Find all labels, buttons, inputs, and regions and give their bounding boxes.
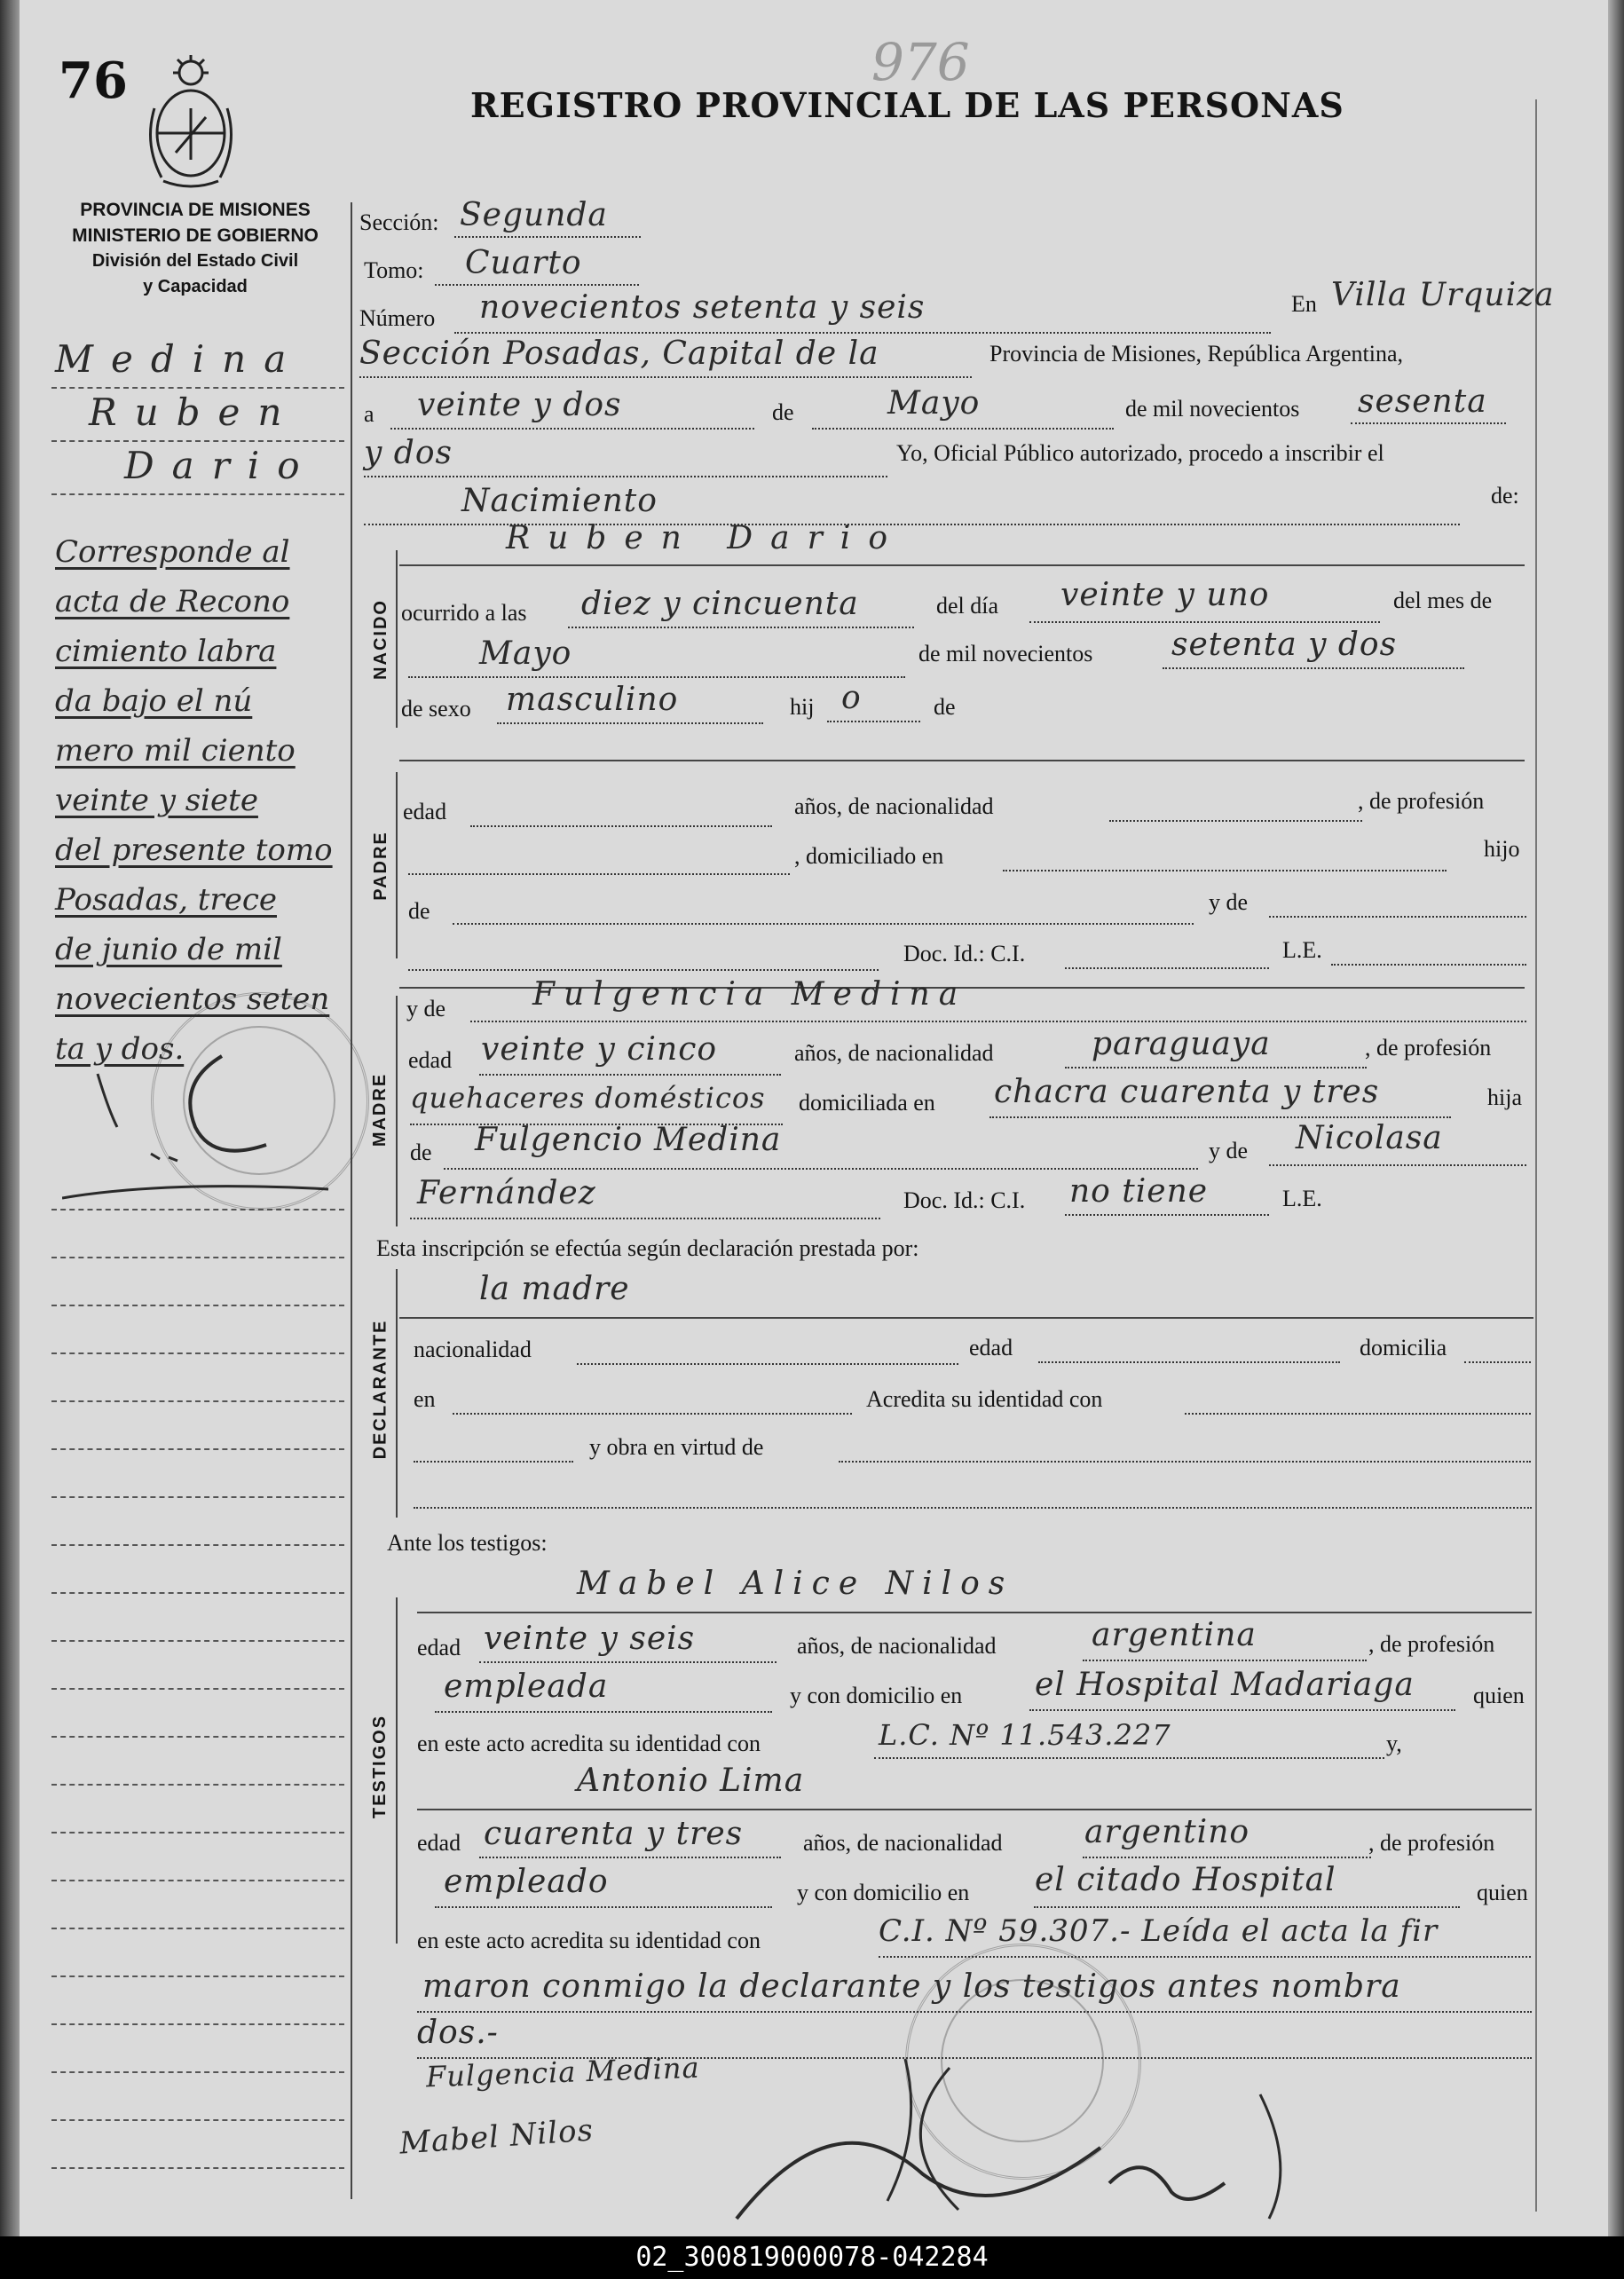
mes-value: Mayo (887, 385, 981, 422)
acto-value: Nacimiento (461, 483, 658, 519)
testigo1-domicilio-label: y con domicilio en (790, 1683, 963, 1708)
office-capacity: y Capacidad (143, 277, 248, 296)
margin-note-line: de junio de mil (55, 932, 282, 967)
testigo2-dom-value: el citado Hospital (1035, 1862, 1336, 1898)
padre-y-de-label: y de (1209, 889, 1249, 915)
madre-madre-value: Nicolasa (1296, 1120, 1443, 1156)
padre-hijo-label: hijo (1484, 836, 1520, 862)
padre-le-label: L.E. (1282, 937, 1322, 963)
hora-value: diez y cincuenta (581, 586, 859, 622)
testigo2-acredita-label: en este acto acredita su identidad con (417, 1928, 761, 1953)
hij-value: o (841, 680, 862, 716)
testigo1-value: Mabel Alice Nilos (577, 1565, 1014, 1602)
cierre-line-2: dos.- (417, 2015, 499, 2051)
de-mil-nac-label: de mil novecientos (918, 641, 1093, 666)
declarante-nac-label: nacionalidad (414, 1337, 532, 1362)
hij-label: hij (790, 694, 815, 720)
madre-domicilio-label: domiciliada en (799, 1090, 935, 1116)
side-label-declarante: DECLARANTE (370, 1319, 390, 1459)
margin-middle-name: Dario (124, 444, 318, 487)
margin-note-line: veinte y siete (55, 783, 258, 818)
madre-domicilio-value: chacra cuarenta y tres (994, 1074, 1380, 1110)
anio-value: sesenta (1358, 383, 1487, 420)
margin-note-line: del presente tomo (55, 832, 333, 868)
provincia-label: Provincia de Misiones, República Argentina, (989, 341, 1403, 367)
margin-surname: Medina (55, 337, 304, 381)
padre-anios-label: años, de nacionalidad (794, 793, 994, 819)
margin-note-line: novecientos seten (55, 982, 330, 1017)
declarante-en-text: en (414, 1386, 436, 1412)
sexo-label: de sexo (401, 696, 471, 722)
testigo1-anios-label: años, de nacionalidad (797, 1633, 997, 1659)
ocurrido-label: ocurrido a las (401, 600, 527, 626)
madre-madre-apellido-value: Fernández (417, 1175, 596, 1211)
dia-value: veinte y dos (417, 387, 622, 423)
madre-edad-value: veinte y cinco (481, 1031, 718, 1068)
folio-number: 76 (59, 51, 128, 110)
madre-doc-value: no tiene (1069, 1173, 1209, 1210)
testigo2-value: Antonio Lima (577, 1762, 805, 1799)
madre-profesion-value: quehaceres domésticos (410, 1081, 766, 1115)
testigo1-edad-label: edad (417, 1635, 461, 1660)
testigo2-domicilio-label: y con domicilio en (797, 1880, 970, 1905)
office-province: PROVINCIA DE MISIONES (80, 200, 311, 220)
scan-identifier: 02_300819000078-042284 (0, 2236, 1624, 2279)
en-label: En (1291, 291, 1317, 317)
office-ministry: MINISTERIO DE GOBIERNO (72, 225, 319, 246)
yo-label: Yo, Oficial Público autorizado, procedo a inscribir el (896, 440, 1384, 466)
declarante-domicilia-label: domicilia (1360, 1335, 1447, 1360)
testigo2-edad-label: edad (417, 1830, 461, 1856)
declarante-obra-label: y obra en virtud de (589, 1434, 764, 1460)
signature-mabel: Mabel Nilos (398, 2112, 595, 2162)
testigo1-doc-value: L.C. Nº 11.543.227 (879, 1718, 1171, 1752)
dia-nac-value: veinte y uno (1060, 577, 1270, 613)
margin-note-line: Posadas, trece (55, 882, 277, 918)
testigo1-y-label: y, (1386, 1731, 1402, 1756)
testigo2-prof-value: empleado (444, 1864, 609, 1900)
madre-padre-value: Fulgencio Medina (475, 1122, 782, 1158)
margin-note-line: mero mil ciento (55, 733, 296, 769)
padre-doc-label: Doc. Id.: C.I. (903, 941, 1026, 966)
numero-label: Número (359, 305, 436, 331)
madre-hija-label: hija (1487, 1084, 1522, 1110)
padre-edad-label: edad (403, 799, 447, 824)
lugar-value: Sección Posadas, Capital de la (359, 335, 879, 372)
declarante-edad-label: edad (969, 1335, 1013, 1360)
madre-doc-label: Doc. Id.: C.I. (903, 1187, 1026, 1213)
madre-nacionalidad-value: paraguaya (1092, 1026, 1271, 1062)
side-label-padre: PADRE (370, 830, 390, 901)
padre-de-label: de (408, 898, 430, 924)
margin-note-line: da bajo el nú (55, 683, 253, 719)
handwritten-record-number: 976 (871, 32, 970, 92)
madre-nombre-value: Fulgencia Medina (532, 976, 967, 1013)
testigo2-edad-value: cuarenta y tres (484, 1816, 744, 1852)
mes-nac-value: Mayo (479, 635, 572, 672)
madre-y-de2-label: y de (1209, 1138, 1249, 1163)
margin-first-name: Ruben (89, 390, 300, 434)
madre-anios-label: años, de nacionalidad (794, 1040, 994, 1066)
page-title: REGISTRO PROVINCIAL DE LAS PERSONAS (470, 85, 1344, 125)
testigo1-prof-value: empleada (444, 1668, 609, 1705)
tomo-value: Cuarto (465, 245, 582, 281)
testigo1-edad-value: veinte y seis (484, 1621, 696, 1657)
anio-cont-value: y dos (364, 435, 453, 471)
anio-nac-value: setenta y dos (1171, 627, 1398, 663)
testigo2-quien-label: quien (1477, 1880, 1528, 1905)
de-colon-label: de: (1491, 483, 1519, 509)
official-seal-inner (941, 1979, 1104, 2142)
side-label-nacido: NACIDO (370, 598, 390, 680)
signature-fulgencia: Fulgencia Medina (425, 2050, 701, 2094)
margin-note-line: cimiento labra (55, 634, 277, 669)
ante-testigos-label: Ante los testigos: (387, 1530, 548, 1556)
nacido-nombre-value: Ruben Dario (506, 520, 905, 556)
margin-signature-icon (62, 1047, 346, 1216)
declarante-acredita-label: Acredita su identidad con (866, 1386, 1103, 1412)
del-mes-label: del mes de (1393, 587, 1493, 613)
tomo-label: Tomo: (364, 257, 424, 283)
madre-y-de-label: y de (406, 996, 446, 1021)
cierre-line-1: maron conmigo la declarante y los testigos antes nombra (422, 1968, 1401, 2005)
madre-edad-label: edad (408, 1047, 453, 1073)
margin-note-line: Corresponde al (55, 534, 290, 570)
testigo1-nac-value: argentina (1092, 1617, 1257, 1653)
testigo2-nac-value: argentino (1084, 1814, 1250, 1850)
testigo1-dom-value: el Hospital Madariaga (1035, 1667, 1415, 1703)
en-value: Villa Urquiza (1331, 277, 1555, 313)
seccion-label: Sección: (359, 209, 439, 235)
office-block (53, 197, 337, 300)
testigo2-doc-value: C.I. Nº 59.307.- Leída el acta la fir (879, 1913, 1439, 1949)
testigo1-quien-label: quien (1473, 1683, 1525, 1708)
a-label: a (364, 401, 374, 427)
testigo2-profesion-label: , de profesión (1368, 1830, 1495, 1856)
seccion-value: Segunda (460, 197, 608, 233)
padre-profesion-label: , de profesión (1358, 788, 1485, 814)
testigo2-anios-label: años, de nacionalidad (803, 1830, 1003, 1856)
del-dia-label: del día (936, 593, 999, 619)
declarante-value: la madre (479, 1271, 630, 1307)
madre-de-label: de (410, 1140, 432, 1165)
margin-note-line: ta y dos. (55, 1031, 185, 1067)
side-label-testigos: TESTIGOS (370, 1714, 390, 1818)
margin-note-line: acta de Recono (55, 584, 290, 619)
padre-domicilio-label: , domiciliado en (794, 843, 944, 869)
madre-profesion-label: , de profesión (1365, 1035, 1492, 1061)
de-mil-label: de mil novecientos (1125, 396, 1300, 422)
testigo1-profesion-label: , de profesión (1368, 1631, 1495, 1657)
inscripcion-label: Esta inscripción se efectúa según declaración prestada por: (376, 1235, 919, 1261)
testigo1-acredita-label: en este acto acredita su identidad con (417, 1731, 761, 1756)
coat-of-arms-icon (142, 55, 240, 190)
de-nacido-label: de (934, 694, 956, 720)
side-label-madre: MADRE (370, 1072, 390, 1147)
office-division: División del Estado Civil (91, 251, 299, 271)
numero-value: novecientos setenta y seis (479, 289, 926, 326)
madre-le-label: L.E. (1282, 1186, 1322, 1211)
sexo-value: masculino (506, 682, 679, 718)
de-label: de (772, 399, 794, 425)
